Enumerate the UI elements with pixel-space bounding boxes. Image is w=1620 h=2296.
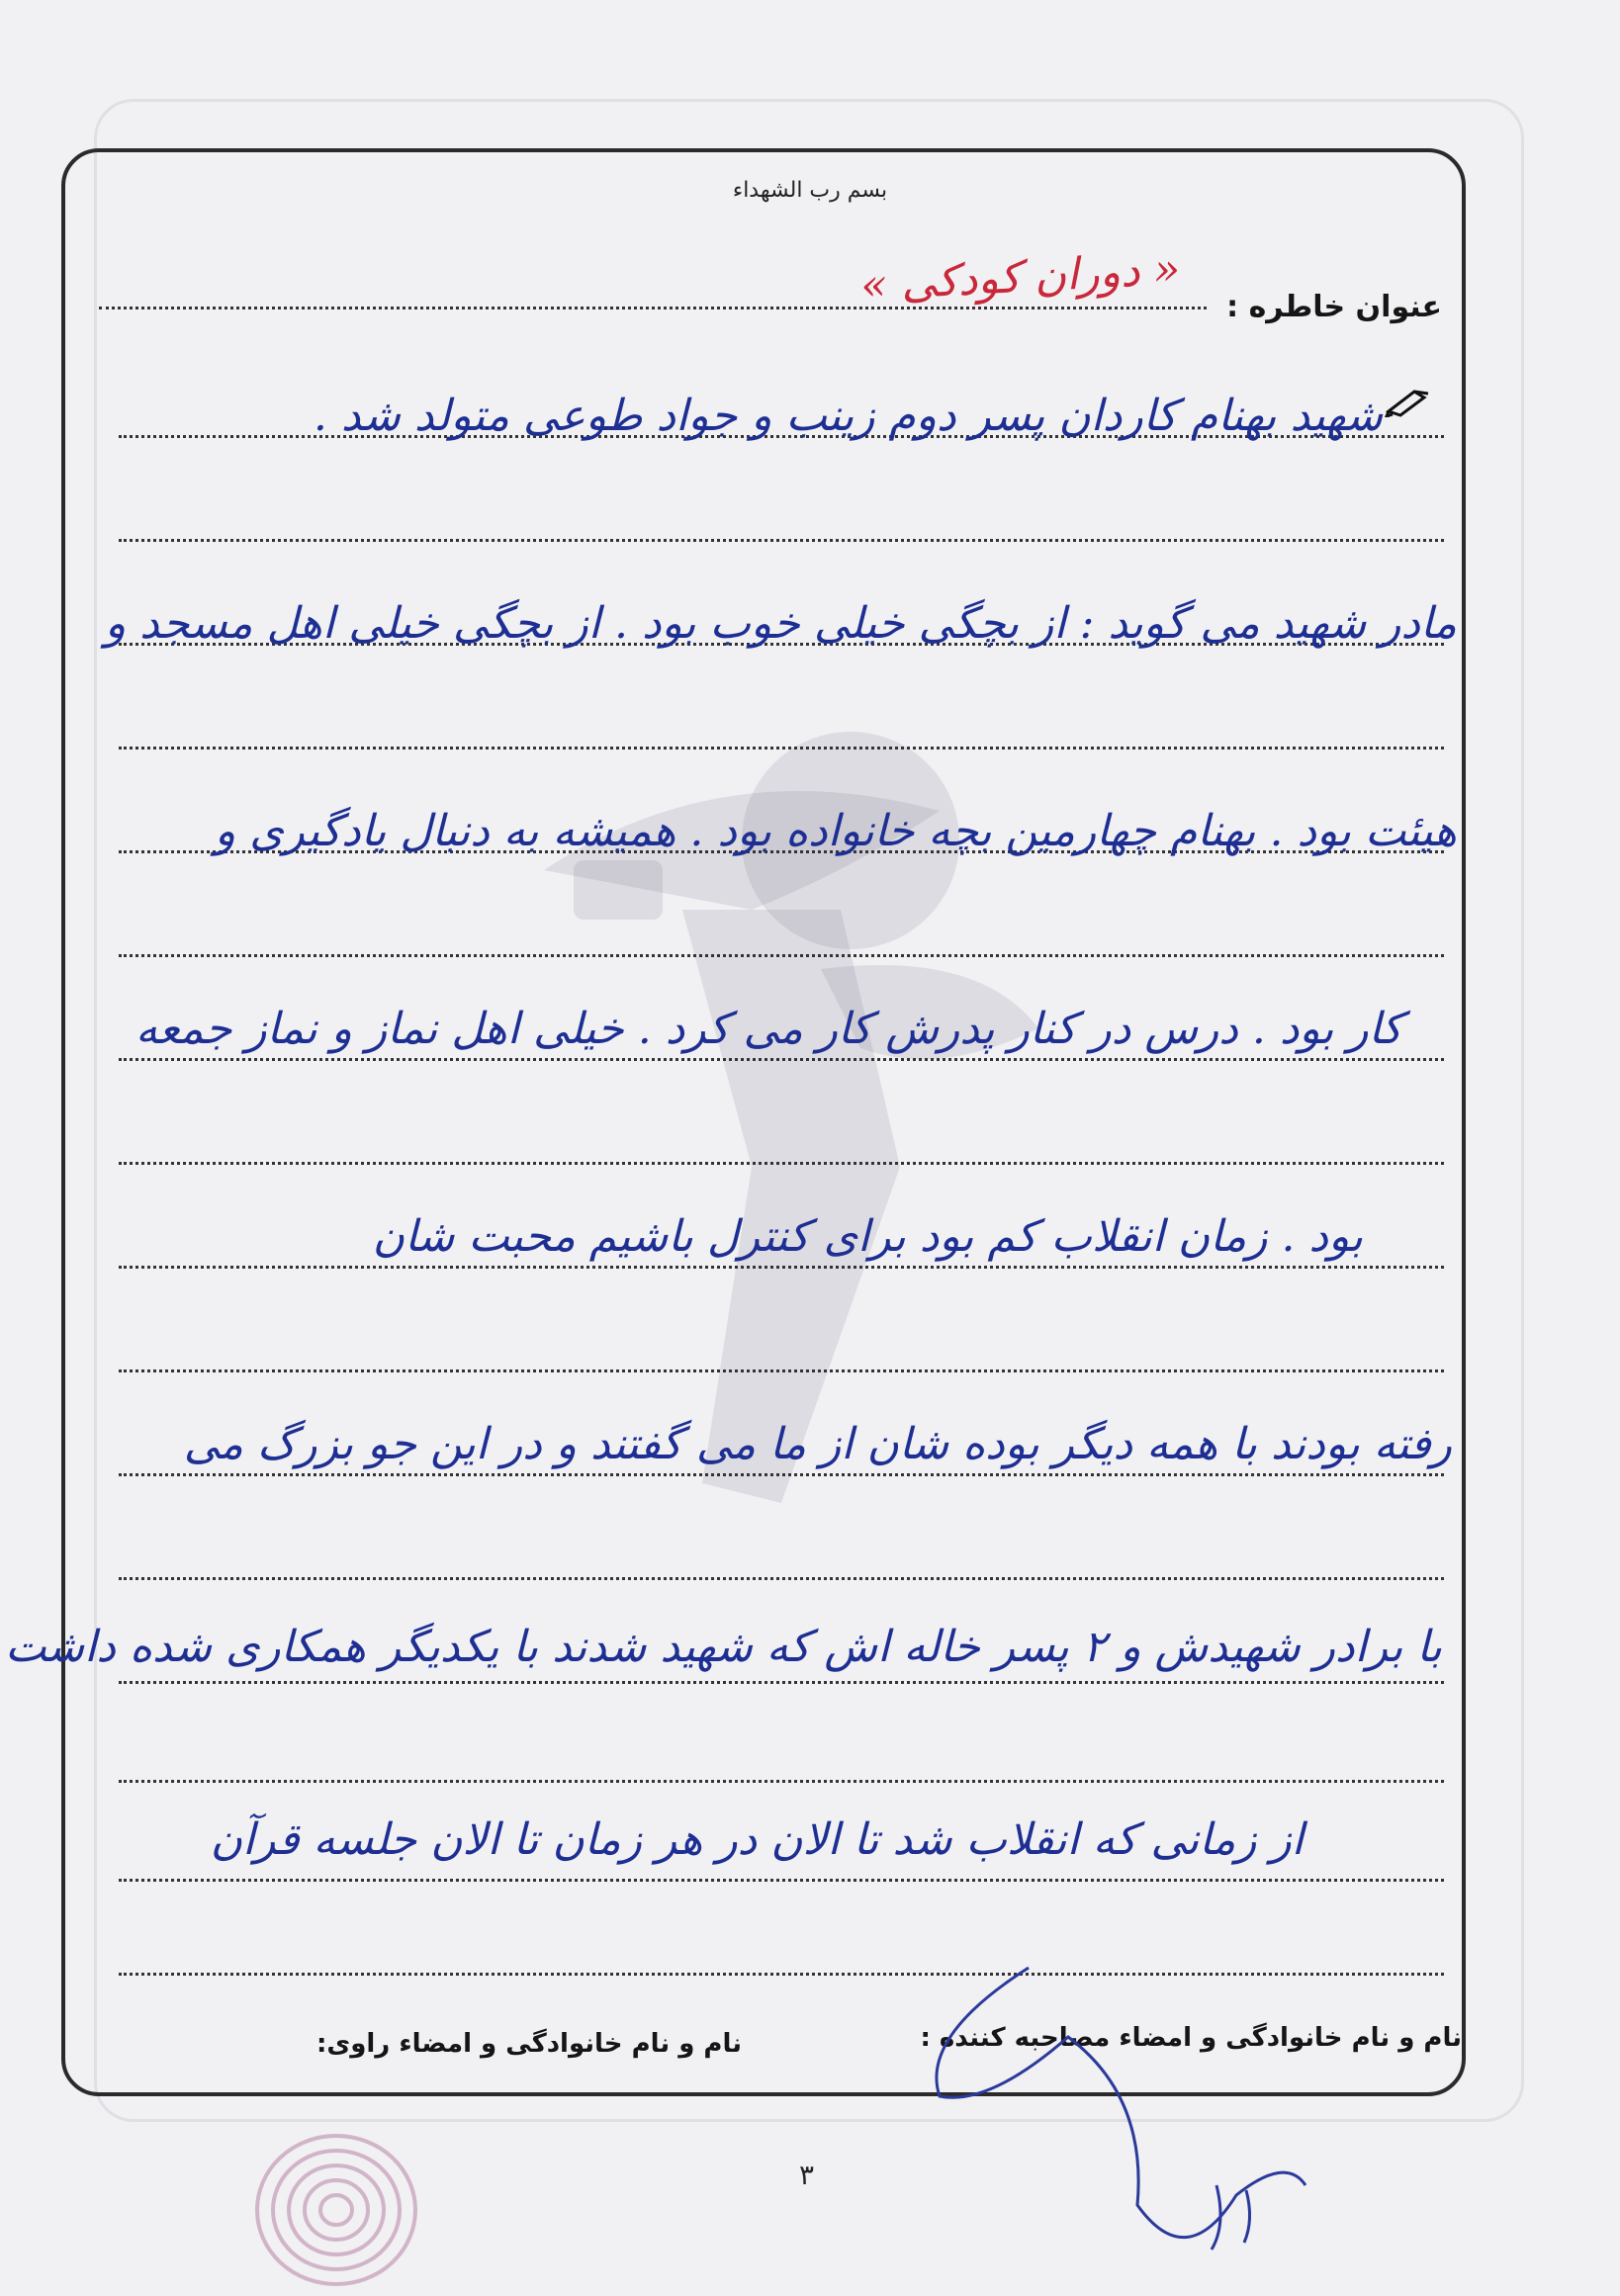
memory-title-value: « دوران کودکی » (858, 243, 1182, 311)
interviewer-signature-label: نام و نام خانوادگی و امضاء مصاحبه کننده : (920, 2023, 1462, 2053)
handwritten-line-7: با برادر شهیدش و ۲ پسر خاله اش که شهید شدند با یکدیگر همکاری شده داشت (5, 1622, 1442, 1672)
handwritten-line-6: رفته بودند با همه دیگر بوده شان از ما می گفتند و در این جو بزرگ می (183, 1419, 1452, 1469)
page-number: ۳ (799, 2159, 815, 2191)
handwritten-line-8: از زمانی که انقلاب شد تا الان در هر زمان تا الان جلسه قرآن (210, 1814, 1304, 1865)
narrator-signature-label: نام و نام خانوادگی و امضاء راوی: (316, 2029, 742, 2059)
handwritten-line-5: بود . زمان انقلاب کم بود برای کنترل باشیم محبت شان (372, 1211, 1363, 1262)
handwritten-line-2: مادر شهید می گوید : از بچگی خیلی خوب بود . از بچگی خیلی اهل مسجد و (104, 598, 1457, 649)
handwritten-line-1: شهید بهنام کاردان پسر دوم زینب و جواد طوعی متولد شد . (313, 391, 1383, 441)
handwritten-line-4: کار بود . درس در کنار پدرش کار می کرد . خیلی اهل نماز و نماز جمعه (135, 1004, 1402, 1054)
memory-title-label: عنوان خاطره : (1226, 290, 1442, 324)
fingerprint-icon (247, 2126, 425, 2294)
handwritten-line-3: هیئت بود . بهنام چهارمین بچه خانواده بود . همیشه به دنبال یادگیری و (214, 806, 1457, 856)
basmala-header: بسم رب الشهداء (732, 178, 888, 203)
